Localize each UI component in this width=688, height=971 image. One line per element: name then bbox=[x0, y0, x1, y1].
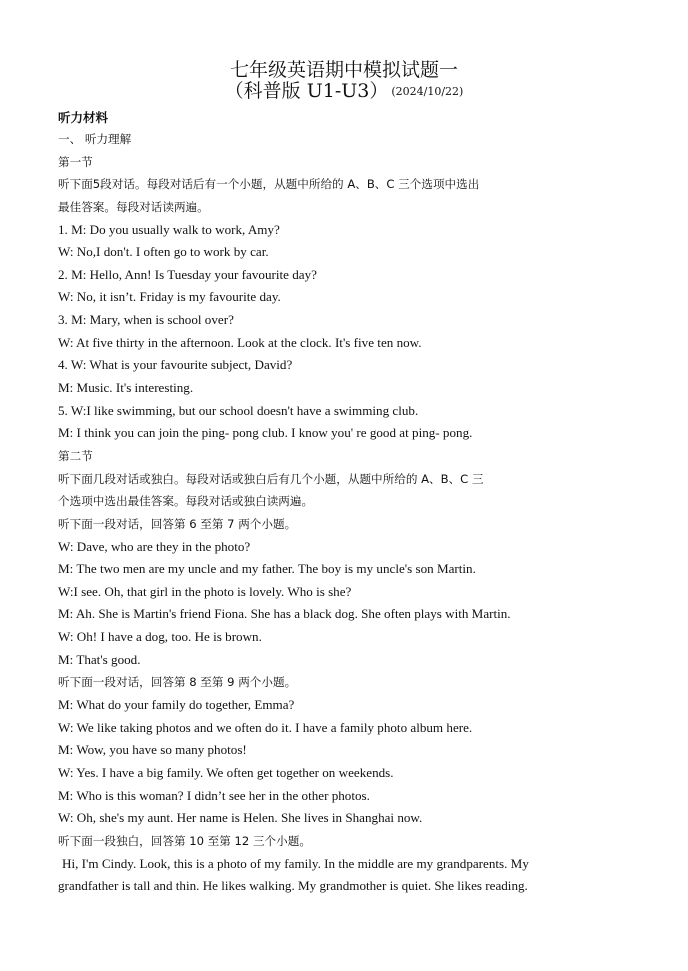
transcript-line: W: At five thirty in the afternoon. Look at the clock. It's five ten now. bbox=[58, 334, 422, 350]
transcript-line: 听下面几段对话或独白。每段对话或独白后有几个小题，从题中所给的 A、B、C 三 bbox=[58, 471, 484, 486]
transcript-line: M: Wow, you have so many photos! bbox=[58, 742, 247, 758]
transcript-line: 第二节 bbox=[58, 448, 93, 463]
transcript-line: M: Music. It's interesting. bbox=[58, 380, 194, 396]
transcript-line: M: Ah. She is Martin's friend Fiona. She has a black dog. She often plays with Martin. bbox=[58, 606, 511, 622]
transcript-line: M: The two men are my uncle and my father. The boy is my uncle's son Martin. bbox=[58, 561, 476, 577]
transcript-line: 听下面一段对话，回答第 6 至第 7 两个小题。 bbox=[58, 516, 297, 531]
transcript-line: 听下面一段对话，回答第 8 至第 9 两个小题。 bbox=[58, 675, 297, 690]
transcript-line: 听下面一段独白，回答第 10 至第 12 三个小题。 bbox=[58, 833, 311, 848]
subtitle-edition: （科普版 U1-U3） bbox=[224, 80, 389, 102]
transcript-line: grandfather is tall and thin. He likes walking. My grandmother is quiet. She likes reading. bbox=[58, 878, 528, 894]
transcript-line: 2. M: Hello, Ann! Is Tuesday your favourite day? bbox=[58, 266, 317, 282]
transcript-line: W: Dave, who are they in the photo? bbox=[58, 538, 251, 554]
transcript-line: 听下面5段对话。每段对话后有一个小题，从题中所给的 A、B、C 三个选项中选出 bbox=[58, 177, 480, 192]
transcript-line: 最佳答案。每段对话读两遍。 bbox=[58, 199, 209, 214]
listening-transcript bbox=[58, 128, 638, 898]
transcript-line: W: No, it isn’t. Friday is my favourite day. bbox=[58, 289, 281, 305]
transcript-line: 4. W: What is your favourite subject, David? bbox=[58, 357, 293, 373]
transcript-line: W:I see. Oh, that girl in the photo is lovely. Who is she? bbox=[58, 583, 352, 599]
transcript-line: 1. M: Do you usually walk to work, Amy? bbox=[58, 221, 280, 237]
transcript-line: W: No,I don't. I often go to work by car. bbox=[58, 244, 269, 260]
transcript-line: 5. W:I like swimming, but our school doesn't have a swimming club. bbox=[58, 402, 419, 418]
transcript-line: W: Oh, she's my aunt. Her name is Helen. She lives in Shanghai now. bbox=[58, 810, 423, 826]
transcript-line: M: What do your family do together, Emma? bbox=[58, 697, 295, 713]
transcript-line: W: Oh! I have a dog, too. He is brown. bbox=[58, 629, 262, 645]
transcript-line: 3. M: Mary, when is school over? bbox=[58, 312, 234, 328]
transcript-line: W: Yes. I have a big family. We often get together on weekends. bbox=[58, 764, 394, 780]
section-heading: 听力材料 bbox=[58, 110, 109, 125]
transcript-line: Hi, I'm Cindy. Look, this is a photo of my family. In the middle are my grandparents. My bbox=[62, 855, 529, 871]
transcript-line: 第一节 bbox=[58, 154, 93, 169]
document-title: 七年级英语期中模拟试题一 bbox=[229, 59, 458, 81]
transcript-line: M: That's good. bbox=[58, 651, 141, 667]
transcript-line: 一、 听力理解 bbox=[58, 132, 132, 146]
document-subtitle bbox=[0, 80, 688, 103]
transcript-line: M: I think you can join the ping- pong club. I know you' re good at ping- pong. bbox=[58, 425, 473, 441]
transcript-line: W: We like taking photos and we often do it. I have a family photo album here. bbox=[58, 719, 473, 735]
transcript-line: M: Who is this woman? I didn’t see her in the other photos. bbox=[58, 787, 370, 803]
transcript-line: 个选项中选出最佳答案。每段对话或独白读两遍。 bbox=[58, 494, 314, 509]
subtitle-date: (2024/10/22) bbox=[391, 85, 464, 98]
